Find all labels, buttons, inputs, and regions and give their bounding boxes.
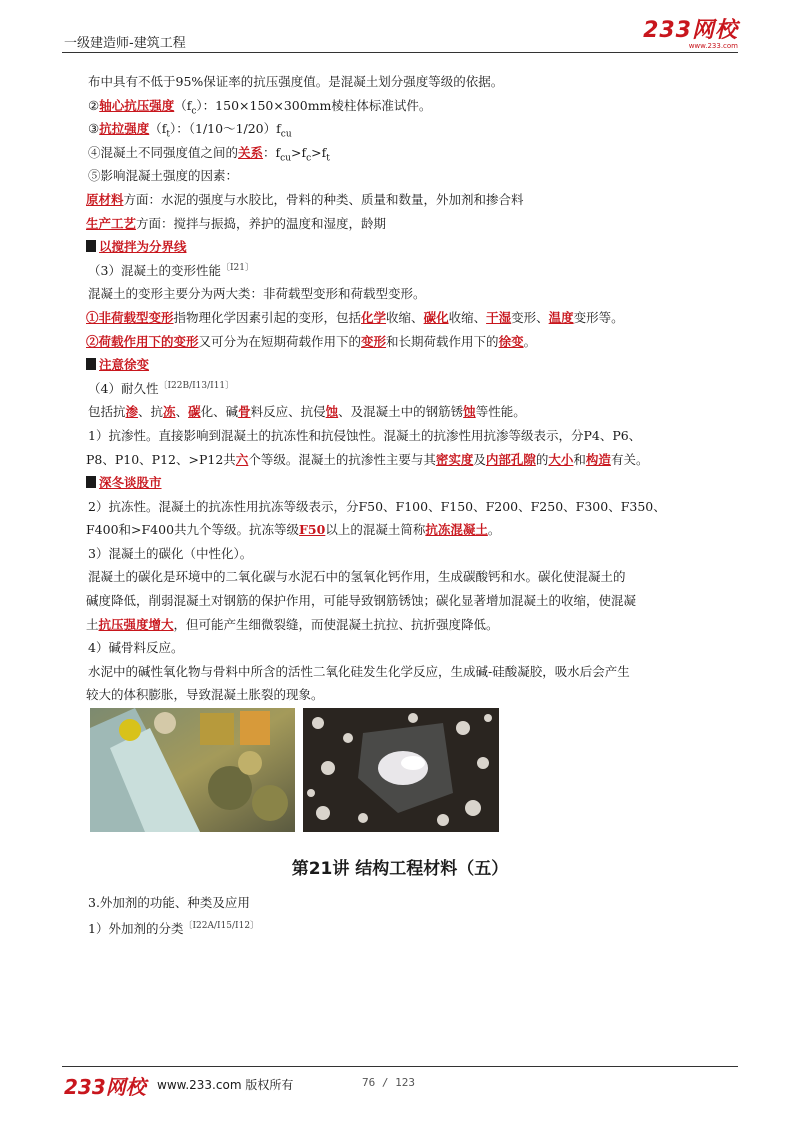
axial-strength-line: ②轴心抗压强度$(f_c)$：150×150×300mm棱柱体标准试件。	[88, 97, 432, 117]
term-highlight: 生产工艺	[86, 215, 137, 231]
process-line: 生产工艺方面：搅拌与振捣，养护的温度和湿度，龄期	[86, 215, 387, 231]
exam-tag: 〔Ⅰ22A/Ⅰ15/Ⅰ12〕	[183, 921, 260, 931]
section-heading: （3）混凝土的变形性能$^{〔Ⅰ21〕}$	[88, 262, 254, 278]
brand-logo[interactable]	[643, 20, 738, 50]
admixture-section	[88, 890, 259, 942]
paragraph: 混凝土的变形主要分为两大类：非荷载型变形和荷载型变形。	[88, 286, 426, 302]
aggregate-photo-left	[90, 708, 295, 832]
term-highlight: 原材料	[86, 191, 124, 207]
paragraph: ⑤影响混凝土强度的因素：	[88, 168, 239, 184]
exam-tag: 〔Ⅰ22B/Ⅰ13/Ⅰ11〕	[158, 380, 235, 391]
load-deformation-line: ②荷载作用下的变形又可分为在短期荷载作用下的变形和长期荷载作用下的徐变。	[86, 333, 537, 349]
paragraph: 2）抗冻性。混凝土的抗冻性用抗冻等级表示，分F50、F100、F150、F200、F250、F300、F350、	[88, 498, 666, 514]
page-number: 76 / 123	[362, 1076, 415, 1089]
footer-logo[interactable]: 233网校	[64, 1075, 146, 1099]
paragraph: 布中具有不低于95%保证率的抗压强度值。是混凝土划分强度等级的依据。	[88, 74, 504, 89]
section-heading: 3.外加剂的功能、种类及应用	[88, 895, 250, 910]
permeability-line: P8、P10、P12、>P12共六个等级。混凝土的抗渗性主要与其密实度及内部孔隙的大小和构造有关。	[86, 451, 649, 467]
aggregate-photo-right	[303, 708, 499, 832]
mnemonic-box: 深冬谈股市	[86, 471, 720, 495]
paragraph: 3）混凝土的碳化（中性化）。	[88, 545, 253, 561]
frost-line: F400和>F400共九个等级。抗冻等级F50以上的混凝土简称抗冻混凝土。	[86, 522, 501, 538]
section-heading: 1）外加剂的分类$^{〔Ⅰ22A/Ⅰ15/Ⅰ12〕}$	[88, 921, 260, 936]
logo-text: 233网校	[643, 18, 738, 43]
footer-copyright: www.233.com 版权所有	[157, 1078, 294, 1092]
paragraph: 较大的体积膨胀，导致混凝土胀裂的现象。	[86, 687, 324, 703]
block-marker-icon	[86, 476, 96, 488]
mnemonic-box: 以搅拌为分界线	[86, 235, 720, 259]
non-load-deformation-line: ①非荷载型变形指物理化学因素引起的变形，包括化学收缩、碳化收缩、干湿变形、温度变形等。	[86, 309, 624, 325]
raw-material-line: 原材料方面：水泥的强度与水胶比，骨料的种类、质量和数量，外加剂和掺合料	[86, 191, 524, 207]
paragraph: 水泥中的碱性氧化物与骨料中所含的活性二氧化硅发生化学反应，生成碱-硅酸凝胶，吸水后会产生	[88, 663, 630, 679]
durability-line: 包括抗渗、抗冻、碳化、碱骨料反应、抗侵蚀、及混凝土中的钢筋锈蚀等性能。	[88, 404, 526, 420]
term-highlight: 轴心抗压强度	[99, 97, 175, 113]
term-highlight: 关系	[238, 144, 264, 160]
mnemonic-box: 注意徐变	[86, 353, 720, 377]
document-body	[88, 70, 720, 707]
paragraph: 4）碱骨料反应。	[88, 640, 184, 656]
lecture-title: 第21讲 结构工程材料（五）	[291, 859, 509, 879]
paragraph: 混凝土的碳化是环境中的二氧化碳与水泥石中的氢氧化钙作用，生成碳酸钙和水。碳化使混凝土的	[88, 569, 626, 585]
exam-tag: 〔Ⅰ21〕	[220, 262, 254, 273]
header-title: 一级建造师-建筑工程	[64, 36, 186, 51]
block-marker-icon	[86, 240, 96, 252]
paragraph: 碱度降低，削弱混凝土对钢筋的保护作用，可能导致钢筋锈蚀；碳化显著增加混凝土的收缩，使混凝	[86, 593, 637, 609]
logo-url: www.233.com	[688, 42, 738, 50]
strength-relation-line: ④混凝土不同强度值之间的关系：$f_{cu}>f_c>f_t$	[88, 144, 330, 164]
paragraph: 1）抗渗性。直接影响到混凝土的抗冻性和抗侵蚀性。混凝土的抗渗性用抗渗等级表示，分P4、P6、	[88, 427, 642, 443]
carbonation-line: 土抗压强度增大，但可能产生细微裂缝，而使混凝土抗拉、抗折强度降低。	[86, 616, 499, 632]
page-header	[62, 18, 738, 53]
tensile-strength-line: ③抗拉强度$(f_t)$：$(1/10\sim 1/20)f_{cu}$	[88, 121, 292, 140]
page-footer	[62, 1066, 738, 1097]
term-highlight: 抗拉强度	[99, 121, 150, 137]
block-marker-icon	[86, 358, 96, 370]
section-heading: （4）耐久性$^{〔Ⅰ22B/Ⅰ13/Ⅰ11〕}$	[88, 380, 235, 396]
